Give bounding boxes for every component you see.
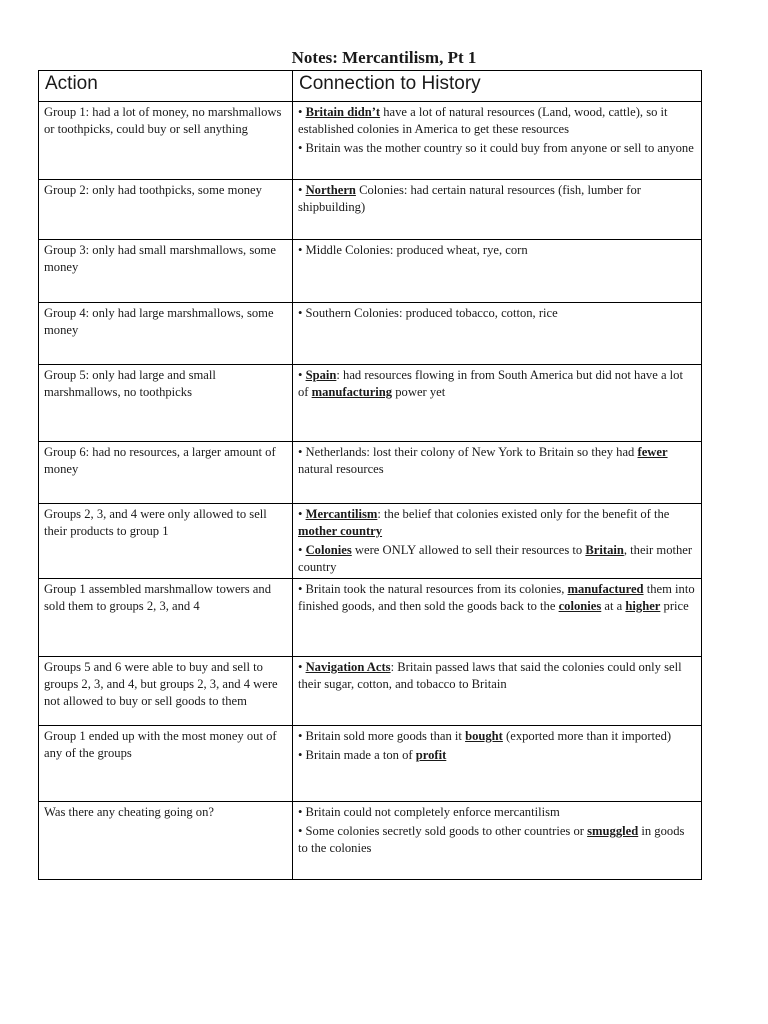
- key-term: Britain: [585, 543, 624, 557]
- bullet-point: [298, 728, 696, 745]
- key-term: smuggled: [587, 824, 639, 838]
- action-cell: Group 1: had a lot of money, no marshmallows or toothpicks, could buy or sell anything: [39, 102, 293, 180]
- bullet-point: [298, 823, 696, 857]
- connection-cell: [293, 303, 702, 365]
- connection-cell: [293, 442, 702, 504]
- bullet-point: [298, 542, 696, 576]
- connection-cell: [293, 579, 702, 657]
- connection-cell: [293, 180, 702, 240]
- text-segment: them into finished goods, and then sold the goods back to the: [298, 582, 695, 613]
- text-segment: • Britain took the natural resources from its colonies,: [298, 582, 568, 596]
- connection-cell: [293, 365, 702, 442]
- table-row: [39, 180, 702, 240]
- key-term: Navigation Acts: [305, 660, 391, 674]
- text-segment: Colonies: had certain natural resources (fish, lumber for shipbuilding): [298, 183, 641, 214]
- key-term: higher: [625, 599, 661, 613]
- table-row: [39, 579, 702, 657]
- key-term: Mercantilism: [305, 507, 378, 521]
- action-cell: Group 4: only had large marshmallows, some money: [39, 303, 293, 365]
- text-segment: • Britain could not completely enforce mercantilism: [298, 805, 560, 819]
- bullet-point: [298, 804, 696, 821]
- bullet-point: [298, 104, 696, 138]
- bullet-point: [298, 305, 696, 322]
- bullet-point: [298, 747, 696, 764]
- text-segment: •: [298, 660, 306, 674]
- key-term: Colonies: [305, 543, 352, 557]
- key-term: Spain: [305, 368, 337, 382]
- table-row: [39, 240, 702, 303]
- text-segment: • Britain sold more goods than it: [298, 729, 466, 743]
- table-row: [39, 303, 702, 365]
- text-segment: • Britain was the mother country so it could buy from anyone or sell to anyone: [298, 141, 694, 155]
- text-segment: price: [660, 599, 689, 613]
- text-segment: natural resources: [298, 462, 384, 476]
- text-segment: : had resources flowing in from South America but did not have a lot of: [298, 368, 683, 399]
- text-segment: •: [298, 507, 306, 521]
- table-row: [39, 504, 702, 579]
- connection-cell: [293, 504, 702, 579]
- action-cell: Group 2: only had toothpicks, some money: [39, 180, 293, 240]
- text-segment: • Southern Colonies: produced tobacco, cotton, rice: [298, 306, 558, 320]
- notes-table: [38, 70, 702, 880]
- action-cell: Group 1 ended up with the most money out of any of the groups: [39, 726, 293, 802]
- table-row: [39, 657, 702, 726]
- text-segment: • Netherlands: lost their colony of New York to Britain so they had: [298, 445, 638, 459]
- text-segment: : Britain passed laws that said the colonies could only sell their sugar, cotton, and tobacco to Britain: [298, 660, 682, 691]
- text-segment: power yet: [392, 385, 446, 399]
- table-row: [39, 365, 702, 442]
- bullet-point: [298, 242, 696, 259]
- connection-cell: [293, 657, 702, 726]
- key-term: colonies: [558, 599, 602, 613]
- connection-cell: [293, 240, 702, 303]
- action-cell: Groups 5 and 6 were able to buy and sell to groups 2, 3, and 4, but groups 2, 3, and 4 were not allowed to buy or sell goods to them: [39, 657, 293, 726]
- connection-cell: [293, 726, 702, 802]
- page-title: Notes: Mercantilism, Pt 1: [291, 48, 477, 67]
- text-segment: •: [298, 183, 306, 197]
- action-cell: Groups 2, 3, and 4 were only allowed to sell their products to group 1: [39, 504, 293, 579]
- header-row: [39, 71, 702, 102]
- text-segment: •: [298, 368, 306, 382]
- text-segment: : the belief that colonies existed only for the benefit of the: [377, 507, 670, 521]
- key-term: Britain didn’t: [305, 105, 381, 119]
- bullet-point: [298, 659, 696, 693]
- connection-cell: [293, 102, 702, 180]
- bullet-point: [298, 506, 696, 540]
- text-segment: • Middle Colonies: produced wheat, rye, corn: [298, 243, 528, 257]
- action-cell: Group 3: only had small marshmallows, some money: [39, 240, 293, 303]
- key-term: manufacturing: [311, 385, 393, 399]
- text-segment: • Britain made a ton of: [298, 748, 416, 762]
- bullet-point: [298, 182, 696, 216]
- connection-cell: [293, 802, 702, 880]
- key-term: bought: [465, 729, 503, 743]
- text-segment: have a lot of natural resources (Land, wood, cattle), so it established colonies in America to get these resources: [298, 105, 668, 136]
- text-segment: at a: [601, 599, 626, 613]
- text-segment: (exported more than it imported): [502, 729, 672, 743]
- action-cell: Group 6: had no resources, a larger amount of money: [39, 442, 293, 504]
- text-segment: •: [298, 543, 306, 557]
- header-connection: Connection to History: [293, 71, 702, 102]
- text-segment: were ONLY allowed to sell their resources to: [351, 543, 586, 557]
- key-term: manufactured: [567, 582, 644, 596]
- table-row: [39, 726, 702, 802]
- key-term: profit: [415, 748, 447, 762]
- action-cell: Was there any cheating going on?: [39, 802, 293, 880]
- bullet-point: [298, 367, 696, 401]
- table-row: [39, 802, 702, 880]
- table-row: [39, 102, 702, 180]
- text-segment: • Some colonies secretly sold goods to other countries or: [298, 824, 588, 838]
- action-cell: Group 1 assembled marshmallow towers and sold them to groups 2, 3, and 4: [39, 579, 293, 657]
- action-cell: Group 5: only had large and small marshmallows, no toothpicks: [39, 365, 293, 442]
- text-segment: , their mother country: [298, 543, 693, 574]
- text-segment: in goods to the colonies: [298, 824, 685, 855]
- bullet-point: [298, 444, 696, 478]
- bullet-point: [298, 140, 696, 157]
- key-term: Northern: [305, 183, 356, 197]
- key-term: fewer: [637, 445, 668, 459]
- bullet-point: [298, 581, 696, 615]
- header-action: Action: [39, 71, 293, 102]
- key-term: mother country: [298, 524, 383, 538]
- table-row: [39, 442, 702, 504]
- text-segment: •: [298, 105, 306, 119]
